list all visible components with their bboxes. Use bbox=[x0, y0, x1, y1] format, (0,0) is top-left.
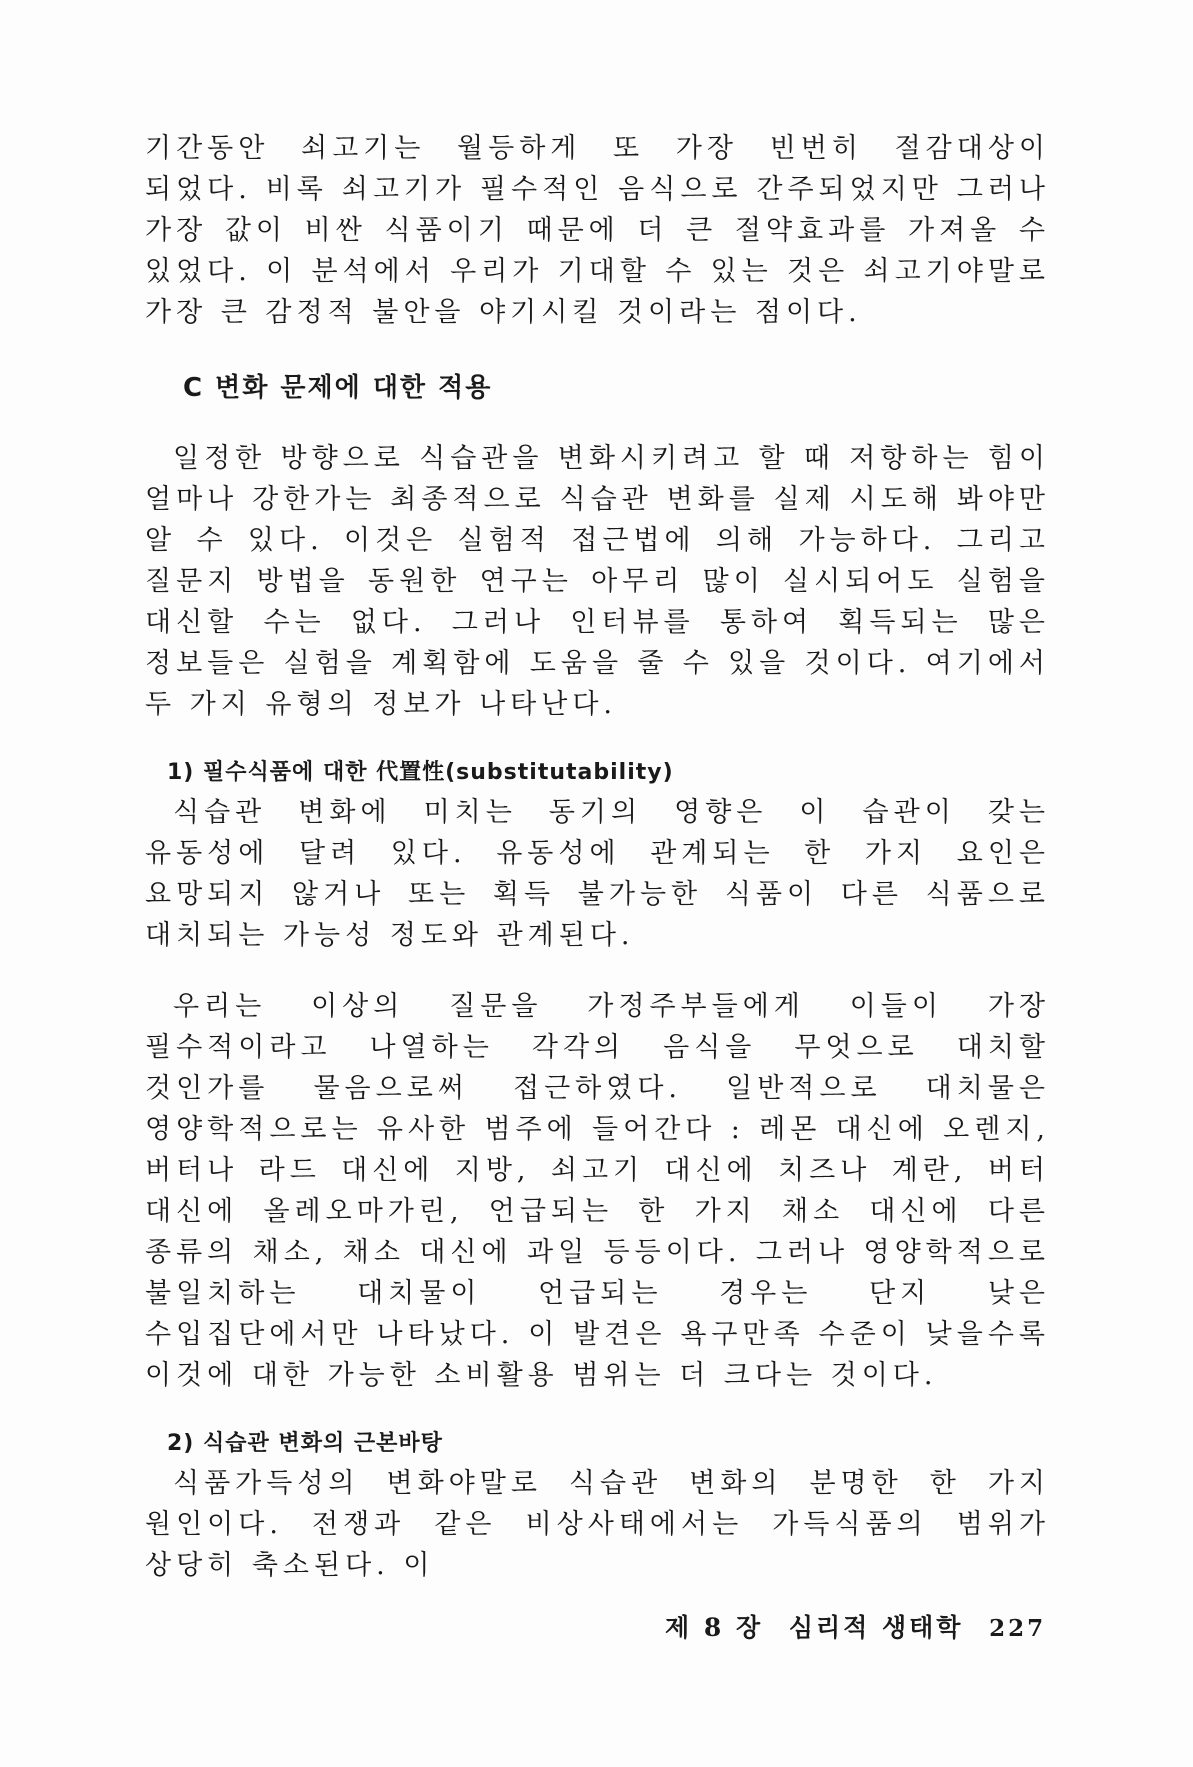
section-heading-c: C 변화 문제에 대한 적용 bbox=[183, 373, 493, 403]
footer-title: 심리적 생태학 bbox=[788, 1613, 964, 1642]
subheading-basis-of-change: 2) 식습관 변화의 근본바탕 bbox=[167, 1431, 443, 1456]
paragraph-substitutes: 우리는 이상의 질문을 가정주부들에게 이들이 가장 필수적이라고 나열하는 각각의 음식을 무엇으로 대치할 것인가를 물음으로써 접근하였다. 일반적으로 대치물은 영양학적으로는 유사한 범주에 들어간다 : 레몬 대신에 오렌지, 버터나 라드 대신에 지방, 쇠고기 대신에 치즈나 계란, 버터 대신에 올레오마가린, 언급되는 한 가지 채소 대신에 다른 종류의 채소, 채소 대신에 과일 등등이다. 그러나 영양학적으로 불일치하는 대치물이 언급되는 경우는 단지 낮은 수입집단에서만 나타났다. 이 발견은 욕구만족 수준이 낮을수록 이것에 대한 가능한 소비활용 범위는 더 크다는 것이다. bbox=[145, 991, 1050, 1391]
footer-chapter: 제 8 장 bbox=[665, 1613, 764, 1642]
subheading-substitutability: 1) 필수식품에 대한 代置性(substitutability) bbox=[167, 760, 674, 785]
paragraph-resistance-to-change: 일정한 방향으로 식습관을 변화시키려고 할 때 저항하는 힘이 얼마나 강한가는 최종적으로 식습관 변화를 실제 시도해 봐야만 알 수 있다. 이것은 실험적 접근법에 의해 가능하다. 그리고 질문지 방법을 동원한 연구는 아무리 많이 실시되어도 실험을 대신할 수는 없다. 그러나 인터뷰를 통하여 획득되는 많은 정보들은 실험을 계획함에 도움을 줄 수 있을 것이다. 여기에서 두 가지 유형의 정보가 나타난다. bbox=[145, 443, 1050, 720]
paragraph-fluidity: 식습관 변화에 미치는 동기의 영향은 이 습관이 갖는 유동성에 달려 있다. 유동성에 관계되는 한 가지 요인은 요망되지 않거나 또는 획득 불가능한 식품이 다른 식품으로 대치되는 가능성 정도와 관계된다. bbox=[145, 797, 1050, 951]
page-body bbox=[145, 128, 1050, 1586]
page-number: 227 bbox=[989, 1615, 1047, 1642]
paragraph-food-availability: 식품가득성의 변화야말로 식습관 변화의 분명한 한 가지 원인이다. 전쟁과 같은 비상사태에서는 가득식품의 범위가 상당히 축소된다. 이 bbox=[145, 1468, 1050, 1581]
paragraph-beef-savings: 기간동안 쇠고기는 월등하게 또 가장 빈번히 절감대상이 되었다. 비록 쇠고기가 필수적인 음식으로 간주되었지만 그러나 가장 값이 비싼 식품이기 때문에 더 큰 절약효과를 가져올 수 있었다. 이 분석에서 우리가 기대할 수 있는 것은 쇠고기야말로 가장 큰 감정적 불안을 야기시킬 것이라는 점이다. bbox=[145, 133, 1050, 328]
page-footer bbox=[665, 1608, 1060, 1644]
